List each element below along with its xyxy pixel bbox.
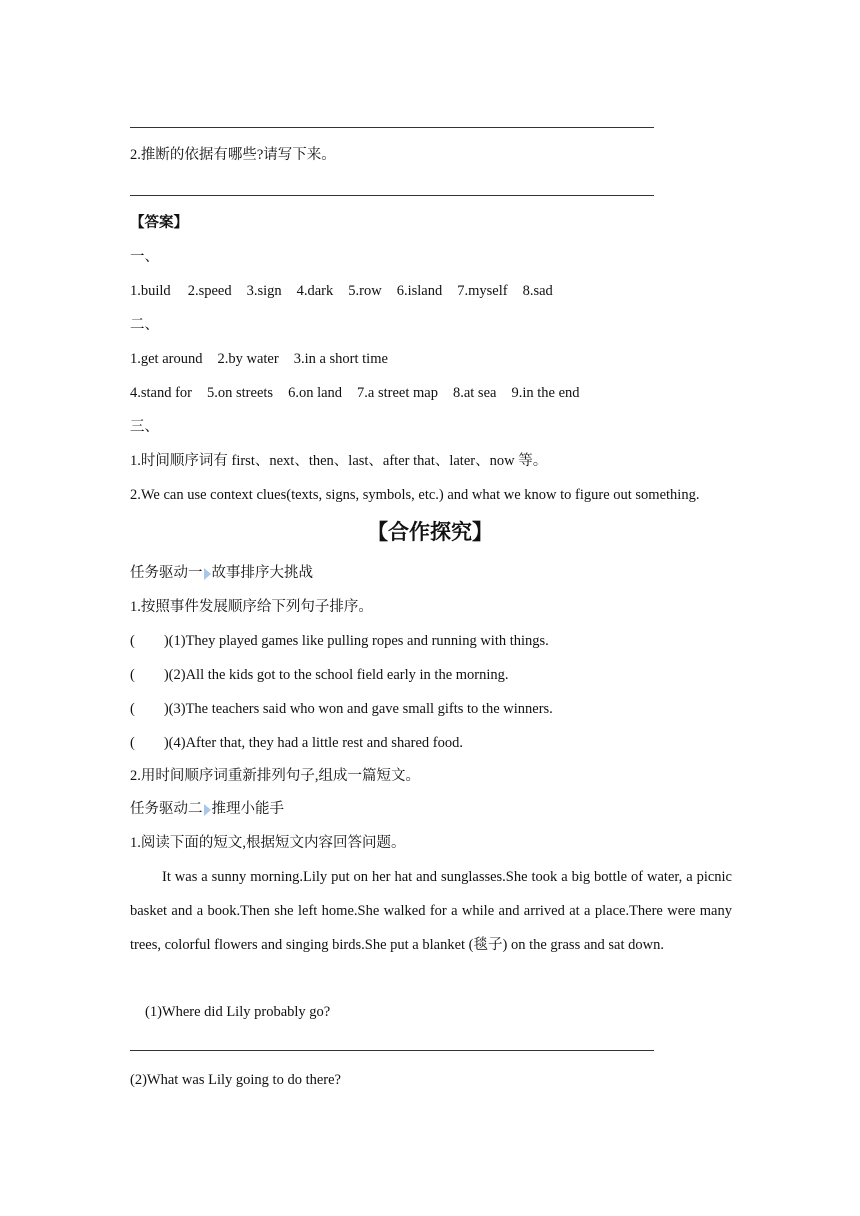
section-2-answers-row2 xyxy=(130,384,580,402)
section-3-answer-1: 1.时间顺序词有 first、next、then、last、after that、later、now 等。 xyxy=(130,453,548,469)
answer-line-top xyxy=(130,127,654,128)
section-3-answer-2: 2.We can use context clues(texts, signs, symbols, etc.) and what we know to figure out something. xyxy=(130,487,700,503)
answer-item: 5.on streets xyxy=(207,385,274,401)
sort-item: ( )(1)They played games like pulling ropes and running with things. xyxy=(130,633,549,649)
answer-item: 6.on land xyxy=(288,385,343,401)
sort-item: ( )(4)After that, they had a little rest and shared food. xyxy=(130,735,463,751)
task-1-question-1: 1.按照事件发展顺序给下列句子排序。 xyxy=(130,599,373,615)
section-2-answers-row1 xyxy=(130,350,388,368)
question-2: 2.推断的依据有哪些?请写下来。 xyxy=(130,147,336,163)
answer-item: 5.row xyxy=(348,283,382,299)
task-2-title: 任务驱动二 推理小能手 xyxy=(130,801,284,817)
answer-item: 1.build xyxy=(130,283,171,299)
task-1-title: 任务驱动一 故事排序大挑战 xyxy=(130,565,313,581)
sub-question-1: (1)Where did Lily probably go? xyxy=(145,1004,331,1020)
answer-item: 4.dark xyxy=(296,283,334,299)
answer-item: 6.island xyxy=(396,283,443,299)
section-2-label: 二、 xyxy=(130,317,159,333)
arrow-icon xyxy=(204,804,211,816)
answer-item: 2.by water xyxy=(217,351,279,367)
reading-passage: It was a sunny morning.Lily put on her hat and sunglasses.She took a big bottle of water, a picnic basket and a book.Then she left home.She walked for a while and arrived at a place.There were many trees, colorful flowers and singing birds.She put a blanket (毯子) on the grass and sat down. xyxy=(130,869,732,953)
answer-line-2 xyxy=(130,195,654,196)
answer-item: 8.sad xyxy=(522,283,553,299)
answer-item: 9.in the end xyxy=(511,385,580,401)
section-heading: 【合作探究】 xyxy=(367,520,493,544)
answer-item: 7.myself xyxy=(457,283,508,299)
answer-item: 8.at sea xyxy=(452,385,497,401)
sort-item: ( )(3)The teachers said who won and gave small gifts to the winners. xyxy=(130,701,553,717)
section-3-label: 三、 xyxy=(130,419,159,435)
section-1-label: 一、 xyxy=(130,249,159,265)
task-2-question-1: 1.阅读下面的短文,根据短文内容回答问题。 xyxy=(130,835,406,851)
sub-question-2: (2)What was Lily going to do there? xyxy=(130,1072,341,1088)
answer-line-3 xyxy=(130,1050,654,1051)
answer-item: 4.stand for xyxy=(130,385,193,401)
answer-title: 【答案】 xyxy=(130,215,188,231)
answer-item: 2.speed xyxy=(187,283,232,299)
task-1-question-2: 2.用时间顺序词重新排列句子,组成一篇短文。 xyxy=(130,768,420,784)
sort-item: ( )(2)All the kids got to the school field early in the morning. xyxy=(130,667,509,683)
answer-item: 3.sign xyxy=(246,283,282,299)
section-1-answers xyxy=(130,282,553,300)
answer-item: 3.in a short time xyxy=(293,351,388,367)
arrow-icon xyxy=(204,568,211,580)
answer-item: 1.get around xyxy=(130,351,203,367)
answer-item: 7.a street map xyxy=(357,385,438,401)
